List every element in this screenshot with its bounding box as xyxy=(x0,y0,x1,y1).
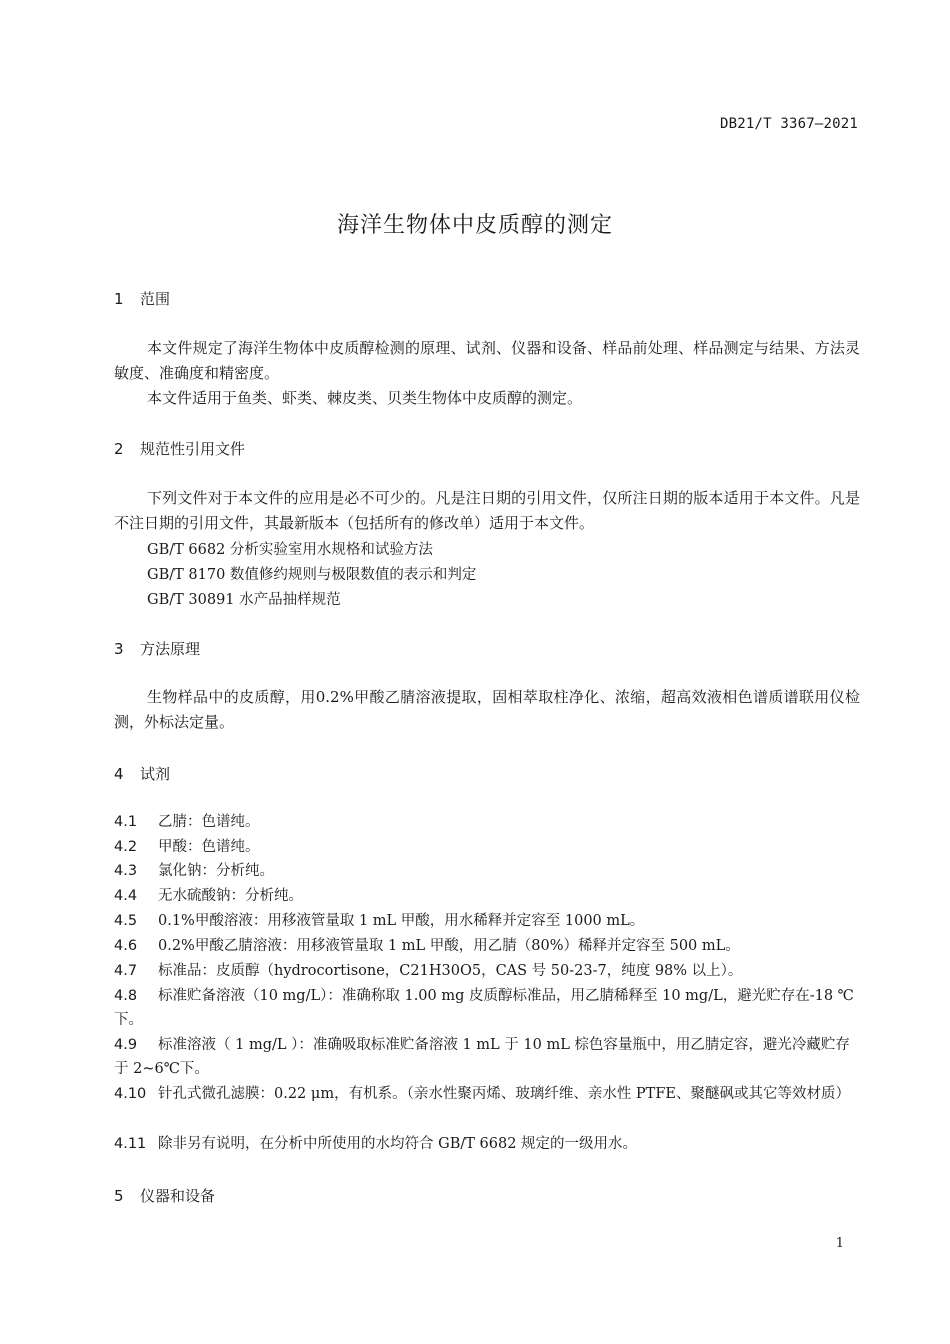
section-number: 1 xyxy=(114,290,124,308)
page-title: 海洋生物体中皮质醇的测定 xyxy=(336,213,613,238)
section-heading-principle xyxy=(114,638,200,659)
section-number: 4 xyxy=(114,765,124,783)
reagent-number: 4.4 xyxy=(114,888,138,904)
section-title: 仪器和设备 xyxy=(140,1187,216,1205)
reagent-number: 4.3 xyxy=(114,863,138,879)
reagent-text: 标准贮备溶液（10 mg/L）：准确称取 1.00 mg 皮质醇标准品，用乙腈稀释至 10 mg/L，避光贮存在-18 ℃下。 xyxy=(114,988,854,1028)
reference-item: GB/T 30891 水产品抽样规范 xyxy=(147,592,341,608)
reagent-text: 除非另有说明，在分析中所使用的水均符合 GB/T 6682 规定的一级用水。 xyxy=(158,1136,638,1152)
document-number: DB21/T 3367—2021 xyxy=(719,116,858,132)
reagent-number: 4.7 xyxy=(114,963,138,979)
reference-item: GB/T 6682 分析实验室用水规格和试验方法 xyxy=(147,542,433,558)
reagent-item xyxy=(114,909,860,933)
reference-item: GB/T 8170 数值修约规则与极限数值的表示和判定 xyxy=(147,567,477,583)
section-title: 范围 xyxy=(140,290,171,308)
section-number: 5 xyxy=(114,1187,124,1205)
reagent-text: 甲酸：色谱纯。 xyxy=(158,839,260,855)
section-title: 规范性引用文件 xyxy=(140,440,246,458)
reagent-item xyxy=(114,884,860,908)
section-heading-reagents xyxy=(114,763,170,784)
reagent-text: 氯化钠：分析纯。 xyxy=(158,863,274,879)
reagent-item xyxy=(114,959,860,983)
scope-paragraph-1: 本文件规定了海洋生物体中皮质醇检测的原理、试剂、仪器和设备、样品前处理、样品测定与结果、方法灵敏度、准确度和精密度。 xyxy=(114,339,860,382)
reagent-item xyxy=(114,1033,860,1081)
reagent-number: 4.11 xyxy=(114,1136,147,1152)
reagent-number: 4.8 xyxy=(114,988,138,1004)
reagent-item xyxy=(114,984,860,1032)
scope-paragraph-2: 本文件适用于鱼类、虾类、棘皮类、贝类生物体中皮质醇的测定。 xyxy=(147,389,583,407)
reagent-item xyxy=(114,810,860,834)
reagent-item xyxy=(114,835,860,859)
section-title: 方法原理 xyxy=(140,640,201,658)
reagent-item xyxy=(114,1132,860,1156)
reagent-item xyxy=(114,1082,860,1106)
reagent-number: 4.9 xyxy=(114,1037,138,1053)
section-title: 试剂 xyxy=(140,765,171,783)
reagent-number: 4.6 xyxy=(114,938,138,954)
section-number: 3 xyxy=(114,640,124,658)
section-heading-scope xyxy=(114,288,170,309)
section-heading-references xyxy=(114,438,245,459)
reagent-text: 标准溶液（ 1 mg/L ）：准确吸取标准贮备溶液 1 mL 于 10 mL 棕色容量瓶中，用乙腈定容，避光冷藏贮存于 2~6℃下。 xyxy=(114,1037,850,1077)
references-intro: 下列文件对于本文件的应用是必不可少的。凡是注日期的引用文件，仅所注日期的版本适用于本文件。凡是不注日期的引用文件，其最新版本（包括所有的修改单）适用于本文件。 xyxy=(114,489,860,532)
reagent-number: 4.2 xyxy=(114,839,138,855)
reagent-text: 0.2%甲酸乙腈溶液：用移液管量取 1 mL 甲酸，用乙腈（80%）稀释并定容至 500 mL。 xyxy=(158,938,740,954)
reagent-text: 0.1%甲酸溶液：用移液管量取 1 mL 甲酸，用水稀释并定容至 1000 mL。 xyxy=(158,913,645,929)
reagent-number: 4.10 xyxy=(114,1086,147,1102)
reagent-text: 标准品：皮质醇（hydrocortisone，C21H30O5，CAS 号 50-23-7，纯度 98% 以上）。 xyxy=(158,963,743,979)
page-number: 1 xyxy=(835,1236,844,1251)
reagent-text: 针孔式微孔滤膜：0.22 μm，有机系。（亲水性聚丙烯、玻璃纤维、亲水性 PTFE、聚醚砜或其它等效材质） xyxy=(158,1086,850,1102)
section-number: 2 xyxy=(114,440,124,458)
reagent-number: 4.5 xyxy=(114,913,138,929)
reagent-text: 乙腈：色谱纯。 xyxy=(158,814,260,830)
section-heading-equipment xyxy=(114,1185,215,1206)
reagent-item xyxy=(114,934,860,958)
reagent-number: 4.1 xyxy=(114,814,138,830)
reagent-item xyxy=(114,859,860,883)
reagent-text: 无水硫酸钠：分析纯。 xyxy=(158,888,303,904)
principle-paragraph: 生物样品中的皮质醇，用0.2%甲酸乙腈溶液提取，固相萃取柱净化、浓缩，超高效液相色谱质谱联用仪检测，外标法定量。 xyxy=(114,688,860,731)
